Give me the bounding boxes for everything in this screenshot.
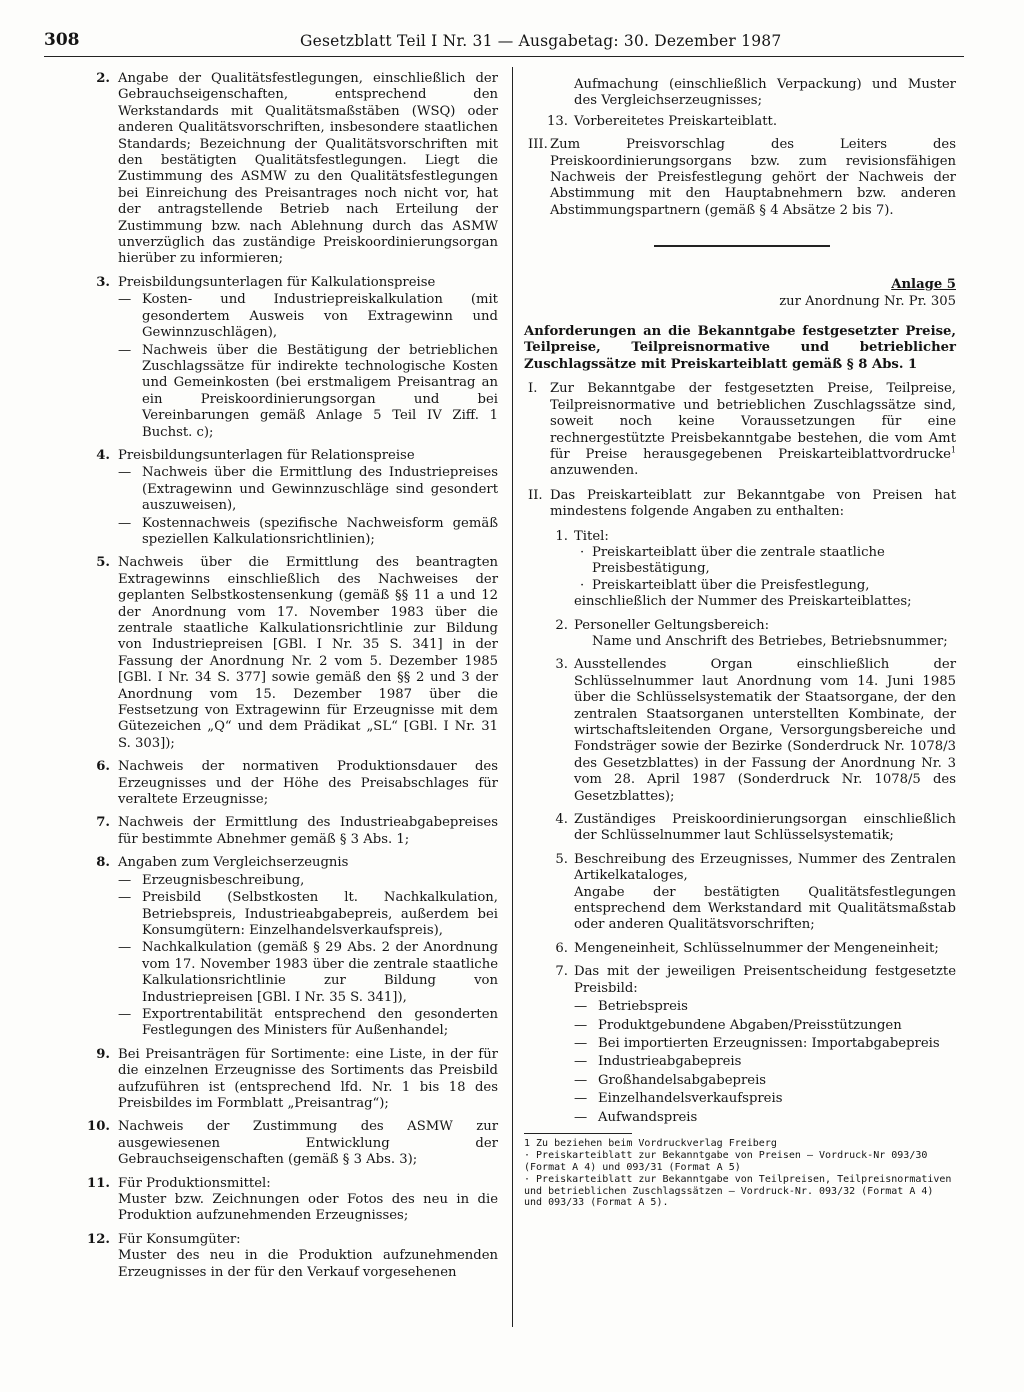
footnote: 1 Zu beziehen beim Vordruckverlag Freiberg: [524, 1137, 777, 1149]
list-item-5: [86, 555, 498, 752]
item-number: 6.: [96, 759, 110, 775]
dash-entry: — Nachkalkulation (gemäß § 29 Abs. 2 der Anordnung vom 17. November 1983 über die zentrale staatliche Kalkulationsrichtlinie zur Bildung von Industriepreisen [GBl. I Nr. 35 S. 341]),: [118, 940, 498, 1006]
list-item-11: [86, 1176, 498, 1225]
page-number: 308: [44, 30, 80, 50]
item-number: 12.: [87, 1231, 110, 1247]
item-text: Preisbildungsunterlagen für Kalkulationspreise: [118, 274, 436, 290]
item-number: 7.: [96, 815, 110, 831]
price-component: — Produktgebundene Abgaben/Preisstützungen: [574, 1018, 956, 1034]
requirement-4: [524, 812, 956, 845]
item-subtext: Muster des neu in die Produktion aufzunehmenden Erzeugnisses in der für den Verkauf vorgesehenen: [118, 1248, 498, 1280]
item-number: 4.: [96, 447, 110, 463]
dash-entry: — Kosten- und Industriepreiskalkulation (mit gesondertem Ausweis von Extragewinn und Gewinnzuschlägen),: [118, 292, 498, 341]
item-subtext: Muster bzw. Zeichnungen oder Fotos des neu in die Produktion aufzunehmenden Erzeugnisses;: [118, 1192, 498, 1224]
dot-entry: · Preiskarteiblatt über die Preisfestlegung,: [574, 578, 956, 594]
section-text: [550, 381, 956, 479]
requirement-3: [524, 657, 956, 805]
annex-heading: Anforderungen an die Bekanntgabe festgesetzter Preise, Teilpreise, Teilpreisnormative und betrieblicher Zuschlagssätze mit Preiskarteiblatt gemäß § 8 Abs. 1: [524, 324, 956, 372]
list-item-8: [86, 855, 498, 1039]
price-component: — Einzelhandelsverkaufspreis: [574, 1091, 956, 1107]
item-number: 2.: [555, 617, 568, 633]
section-text: Zum Preisvorschlag des Leiters des Preiskoordinierungsorgans bzw. zum revisionsfähigen Nachweis der Preisfestlegung gehört der Nachweis der Abstimmung mit den Hauptabnehmern bzw. anderen Abstimmungspartnern (gemäß § 4 Absätze 2 bis 7).: [550, 137, 956, 218]
item-number: 3.: [96, 274, 110, 290]
footnote: · Preiskarteiblatt zur Bekanntgabe von Teilpreisen, Teilpreisnormativen und betrieblichen Zuschlagssätzen — Vordruck-Nr. 093/32 (Format A 4) und 093/33 (Format A 5).: [524, 1174, 952, 1208]
item-number: 5.: [555, 851, 568, 867]
footnote-rule: [524, 1133, 632, 1134]
footnote-marker: 1: [950, 445, 956, 455]
dash-entry: — Erzeugnisbeschreibung,: [118, 873, 498, 889]
requirement-6: [524, 941, 956, 957]
dot-entry: · Preiskarteiblatt über die zentrale staatliche Preisbestätigung,: [574, 545, 956, 578]
item-number: 10.: [87, 1119, 110, 1135]
item-text: Titel:: [574, 528, 609, 544]
item-text: Personeller Geltungsbereich:: [574, 617, 770, 633]
item-subtext: Name und Anschrift des Betriebes, Betriebsnummer;: [592, 633, 948, 649]
item-text: Das mit der jeweiligen Preisentscheidung festgesetzte Preisbild:: [574, 964, 956, 996]
footnote: · Preiskarteiblatt zur Bekanntgabe von Preisen — Vordruck-Nr 093/30 (Format A 4) und 093/31 (Format A 5): [524, 1150, 928, 1173]
item-text: Angaben zum Vergleichserzeugnis: [118, 855, 349, 871]
list-item-12-continued: [524, 77, 956, 110]
annex-reference: zur Anordnung Nr. Pr. 305: [779, 293, 956, 309]
dash-entry: — Nachweis über die Ermittlung des Industriepreises (Extragewinn und Gewinnzuschläge sind gesondert auszuweisen),: [118, 465, 498, 514]
requirement-5: [524, 852, 956, 934]
item-text: Nachweis der normativen Produktionsdauer des Erzeugnisses und der Höhe des Preisabschlages für veraltete Erzeugnisse;: [118, 759, 498, 808]
item-number: 1.: [555, 528, 568, 544]
item-text: Nachweis der Ermittlung des Industrieabgabepreises für bestimmte Abnehmer gemäß § 3 Abs. 1;: [118, 815, 498, 847]
section-separator: [654, 245, 830, 247]
item-subtext: einschließlich der Nummer des Preiskarteiblattes;: [574, 594, 912, 610]
list-item-7: [86, 815, 498, 848]
section-number: II.: [528, 487, 543, 503]
section-tail: anzuwenden.: [550, 463, 639, 479]
item-number: 2.: [96, 71, 110, 86]
list-item-3: [86, 275, 498, 441]
item-text: Für Konsumgüter:: [118, 1231, 241, 1247]
list-item-2: [86, 71, 498, 268]
price-component: — Betriebspreis: [574, 999, 956, 1015]
item-text: Aufmachung (einschließlich Verpackung) und Muster des Vergleichserzeugnisses;: [574, 77, 956, 109]
price-component: — Bei importierten Erzeugnissen: Importabgabepreis: [574, 1036, 956, 1052]
section-II: [524, 488, 956, 521]
annex-title: Anlage 5: [891, 277, 956, 293]
list-item-13: [524, 114, 956, 130]
section-body: Zur Bekanntgabe der festgesetzten Preise, Teilpreise, Teilpreisnormative und betrieblichen Zuschlagssätze sind, soweit noch keine Voraussetzungen für eine rechnergestützte Preisbekanntgabe bestehen, die vom Amt für Preise herausgegebenen Preiskarteiblattvordrucke: [550, 381, 956, 462]
item-text: Mengeneinheit, Schlüsselnummer der Mengeneinheit;: [574, 940, 939, 956]
dash-entry: — Preisbild (Selbstkosten lt. Nachkalkulation, Betriebspreis, Industrieabgabepreis, außerdem bei Konsumgütern: Einzelhandelsverkaufspreis),: [118, 890, 498, 939]
requirement-1: [524, 529, 956, 611]
header-rule: [44, 56, 964, 57]
left-column: [86, 71, 498, 1288]
item-number: 7.: [555, 964, 568, 980]
price-component: — Industrieabgabepreis: [574, 1054, 956, 1070]
item-text: Nachweis der Zustimmung des ASMW zur ausgewiesenen Entwicklung der Gebrauchseigenschaften (gemäß § 3 Abs. 3);: [118, 1119, 498, 1168]
item-text: Preisbildungsunterlagen für Relationspreise: [118, 447, 415, 463]
item-number: 13.: [547, 113, 568, 129]
requirement-7: [524, 964, 956, 1126]
list-item-9: [86, 1047, 498, 1113]
item-number: 6.: [555, 940, 568, 956]
item-number: 11.: [87, 1175, 110, 1191]
item-number: 4.: [555, 812, 568, 828]
list-item-6: [86, 759, 498, 808]
right-column: [524, 77, 956, 1209]
item-text: Zuständiges Preiskoordinierungsorgan einschließlich der Schlüsselnummer laut Schlüsselsystematik;: [574, 812, 956, 844]
list-item-10: [86, 1119, 498, 1168]
item-number: 8.: [96, 855, 110, 871]
requirement-2: [524, 618, 956, 651]
section-I: [524, 381, 956, 479]
item-text: Beschreibung des Erzeugnisses, Nummer des Zentralen Artikelkataloges,: [574, 851, 956, 884]
item-text: Vorbereitetes Preiskarteiblatt.: [574, 113, 778, 129]
item-subtext: Angabe der bestätigten Qualitätsfestlegungen entsprechend dem Werkstandard mit Qualitätsmaßstab oder anderen Qualitätsvorschriften;: [574, 884, 956, 933]
item-text: Bei Preisanträgen für Sortimente: eine Liste, in der für die einzelnen Erzeugnisse des Sortiments das Preisbild aufzuführen ist (entsprechend lfd. Nr. 1 bis 18 des Preisbildes im Formblatt „Preisantrag“);: [118, 1046, 498, 1111]
footnotes: [524, 1138, 956, 1208]
price-component: — Großhandelsabgabepreis: [574, 1073, 956, 1089]
item-text: Angabe der Qualitätsfestlegungen, einschließlich der Gebrauchseigenschaften, entsprechend den Werkstandards mit Qualitätsmaßstäben (WSQ) oder anderen Qualitätsvorschriften, insbesondere staatlichen Standards; Bezeichnung der Qualitätsvorschriften mit den bestätigten Qualitätsfestlegungen. Liegt die Zustimmung des ASMW zu den Qualitätsfestlegungen bei Einreichung des Preisantrages noch nicht vor, hat der antragstellende Betrieb nach Erteilung der Zustimmung bzw. nach Ablehnung durch das ASMW unverzüglich das zuständige Preiskoordinierungsorgan hierüber zu informieren;: [118, 71, 498, 267]
item-number: 9.: [96, 1046, 110, 1062]
running-title: Gesetzblatt Teil I Nr. 31 — Ausgabetag: 30. Dezember 1987: [300, 32, 782, 50]
list-item-12: [86, 1232, 498, 1281]
section-number: I.: [528, 381, 538, 397]
dash-entry: — Exportrentabilität entsprechend den gesonderten Festlegungen des Ministers für Außenhandel;: [118, 1007, 498, 1040]
dash-entry: — Nachweis über die Bestätigung der betrieblichen Zuschlagssätze für indirekte technologische Kosten und Gemeinkosten (bei erstmaligem Preisantrag an ein Preiskoordinierungsorgan und bei Vereinbarungen gemäß Anlage 5 Teil IV Ziff. 1 Buchst. c);: [118, 343, 498, 441]
item-text: Für Produktionsmittel:: [118, 1175, 271, 1191]
column-divider: [512, 67, 513, 1327]
item-number: 3.: [555, 657, 568, 673]
item-number: 5.: [96, 555, 110, 571]
item-text: Ausstellendes Organ einschließlich der Schlüsselnummer laut Anordnung vom 14. Juni 1985 über die Schlüsselsystematik der Staatsorgane, der den zentralen Staatsorganen unterstellten Kombinate, der wirtschaftsleitenden Organe, Versorgungsbereiche und Fondsträger sowie der Bezirke (Sonderdruck Nr. 1078/3 des Gesetzblattes) in der Fassung der Anordnung Nr. 3 vom 28. April 1987 (Sonderdruck Nr. 1078/5 des Gesetzblattes);: [574, 657, 956, 804]
dash-entry: — Kostennachweis (spezifische Nachweisform gemäß speziellen Kalkulationsrichtlinien);: [118, 516, 498, 549]
section-III: [524, 137, 956, 219]
section-text: Das Preiskarteiblatt zur Bekanntgabe von Preisen hat mindestens folgende Angaben zu enthalten:: [550, 487, 956, 520]
section-number: III.: [528, 137, 548, 153]
list-item-4: [86, 448, 498, 548]
item-text: Nachweis über die Ermittlung des beantragten Extragewinns einschließlich des Nachweises der geplanten Selbstkostensenkung (gemäß §§ 11 a und 12 der Anordnung vom 17. November 1983 über die zentrale staatliche Kalkulationsrichtlinie zur Bildung von Industriepreisen [GBl. I Nr. 35 S. 341] in der Fassung der Anordnung Nr. 2 vom 5. Dezember 1985 [GBl. I Nr. 34 S. 377] sowie gemäß den §§ 2 und 3 der Anordnung vom 15. Dezember 1987 über die Festsetzung von Extragewinn für Erzeugnisse mit dem Gütezeichen „Q“ und dem Prädikat „SL“ [GBl. I Nr. 31 S. 303]);: [118, 555, 498, 751]
price-component: — Aufwandspreis: [574, 1110, 956, 1126]
